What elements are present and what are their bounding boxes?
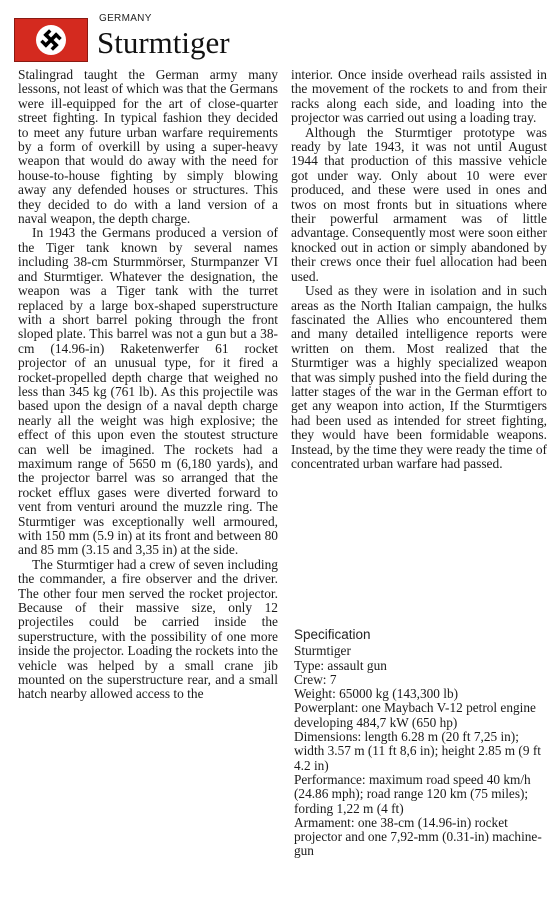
spec-line: Weight: 65000 kg (143,300 lb): [294, 686, 459, 702]
body-paragraph: In 1943 the Germans produced a version of the Tiger tank known by several names including 38-cm Sturmmörser, Sturmpanzer VI and Sturmtiger. Whatever the designation, the weapon was a Tiger tank with the turret replaced by a large box-shaped superstructure with a short barrel poking through the front sloped plate. This barrel was not a gun but a 38-cm (14.96-in) Raketenwerfer 61 rocket projector of an unusual type, for it fired a rocket-propelled depth charge that weighed no less than 345 kg (761 lb). As this projectile was based upon the design of a naval depth charge nearly all the weight was high explosive; the effect of this upon even the stoutest structure can well be imagined. The rockets had a maximum range of 5650 m (6,180 yards), and the projector barrel was so arranged that the rocket efflux gases were diverted forward to vent from venturi around the muzzle ring. The Sturmtiger was exceptionally well armoured, with 150 mm (5.9 in) at its front and between 80 and 85 mm (3.15 and 3,35 in) at the side.: [18, 225, 278, 558]
country-label: GERMANY: [99, 13, 152, 24]
page-title: Sturmtiger: [97, 25, 230, 60]
spec-line: Type: assault gun: [294, 657, 387, 673]
left-column: [18, 68, 278, 702]
spec-line: Armament: one 38-cm (14.96-in) rocket projector and one 7,92-mm (0.31-in) machine-gun: [294, 814, 542, 859]
body-paragraph: Stalingrad taught the German army many lessons, not least of which was that the Germans were ill-equipped for the art of close-quarter street fighting. In typical fashion they decided to meet any future urban warfare requirements by a form of overkill by using a super-heavy weapon that would do away with the need for house-to-house fighting by simply blowing away any defended houses or structures. This they decided to do with a land version of a naval weapon, the depth charge.: [18, 67, 278, 227]
german-war-flag-icon: [14, 18, 88, 62]
body-paragraph: Although the Sturmtiger prototype was ready by late 1943, it was not until August 1944 that production of this massive vehicle got under way. Only about 10 were ever produced, and these were used in ones and twos on most fronts but in situations where their powerful armament was of little advantage. Consequently most were soon either knocked out in action or simply abandoned by their crews once their fuel allocation had been used.: [291, 124, 547, 284]
spec-line: Performance: maximum road speed 40 km/h (24.86 mph); road range 120 km (75 miles); fording 1,22 m (4 ft): [294, 771, 531, 816]
spec-line: Sturmtiger: [294, 643, 351, 659]
spec-line: Powerplant: one Maybach V-12 petrol engine developing 484,7 kW (650 hp): [294, 700, 536, 730]
body-paragraph: Used as they were in isolation and in such areas as the North Italian campaign, the hulks fascinated the Allies who encountered them and many detailed intelligence reports were written on them. Most realized that the Sturmtiger was a highly specialized weapon that was simply pushed into the field during the latter stages of the war in the German effort to get any weapon into action, If the Sturmtigers had been used as intended for street fighting, they would have been formidable weapons. Instead, by the time they were ready the time of concentrated urban warfare had passed.: [291, 283, 547, 471]
specification-title: Specification: [294, 627, 371, 642]
swastika-emblem-icon: [15, 19, 87, 61]
right-column: [291, 68, 547, 471]
specification-box: [294, 628, 548, 859]
body-paragraph: The Sturmtiger had a crew of seven including the commander, a fire observer and the driver. The other four men served the rocket projector. Because of their massive size, only 12 projectiles could be carried inside the superstructure, with the possibility of one more inside the projector. Loading the rockets into the vehicle was helped by a small crane jib mounted on the superstructure rear, and a small hatch nearby allowed access to the: [18, 556, 278, 702]
spec-line: Crew: 7: [294, 671, 337, 687]
spec-line: Dimensions: length 6.28 m (20 ft 7,25 in); width 3.57 m (11 ft 8,6 in); height 2.85 m (9 ft 4.2 in): [294, 729, 541, 773]
body-paragraph: interior. Once inside overhead rails assisted in the movement of the rockets to and from their racks along each side, and loading into the projector was carried out using a loading tray.: [291, 67, 547, 126]
